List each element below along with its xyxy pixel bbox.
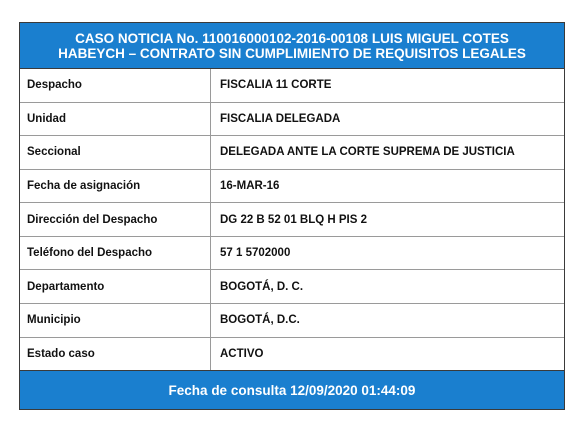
row-value: ACTIVO xyxy=(220,347,264,360)
case-header xyxy=(20,23,564,69)
case-title-line-1: CASO NOTICIA No. 110016000102-2016-00108 LUIS MIGUEL COTES xyxy=(75,30,509,46)
row-label: Dirección del Despacho xyxy=(20,203,211,236)
row-label: Municipio xyxy=(20,304,211,337)
table-row-seccional xyxy=(20,136,564,170)
row-label: Seccional xyxy=(20,136,211,169)
row-label: Departamento xyxy=(20,270,211,303)
row-value: 16-MAR-16 xyxy=(220,179,280,192)
table-row-despacho xyxy=(20,69,564,103)
row-value: BOGOTÁ, D.C. xyxy=(220,314,300,327)
table-row-departamento xyxy=(20,270,564,304)
table-row-direccion xyxy=(20,203,564,237)
row-value: DG 22 B 52 01 BLQ H PIS 2 xyxy=(220,213,368,226)
row-label: Despacho xyxy=(20,69,211,102)
table-row-telefono xyxy=(20,237,564,271)
table-row-estado xyxy=(20,338,564,372)
row-value: FISCALIA DELEGADA xyxy=(220,112,341,125)
case-info-card xyxy=(19,22,565,410)
row-value: BOGOTÁ, D. C. xyxy=(220,280,304,293)
consultation-date-footer: Fecha de consulta 12/09/2020 01:44:09 xyxy=(20,371,564,409)
case-title-line-2: HABEYCH – CONTRATO SIN CUMPLIMIENTO DE REQUISITOS LEGALES xyxy=(58,45,526,61)
row-label: Teléfono del Despacho xyxy=(20,237,211,270)
row-value: FISCALIA 11 CORTE xyxy=(220,79,332,92)
case-details-table xyxy=(20,69,564,371)
row-value: 57 1 5702000 xyxy=(220,247,291,260)
row-value: DELEGADA ANTE LA CORTE SUPREMA DE JUSTICIA xyxy=(220,146,515,159)
row-label: Fecha de asignación xyxy=(20,170,211,203)
row-label: Estado caso xyxy=(20,338,211,371)
table-row-municipio xyxy=(20,304,564,338)
row-label: Unidad xyxy=(20,103,211,136)
table-row-unidad xyxy=(20,103,564,137)
table-row-fecha-asignacion xyxy=(20,170,564,204)
